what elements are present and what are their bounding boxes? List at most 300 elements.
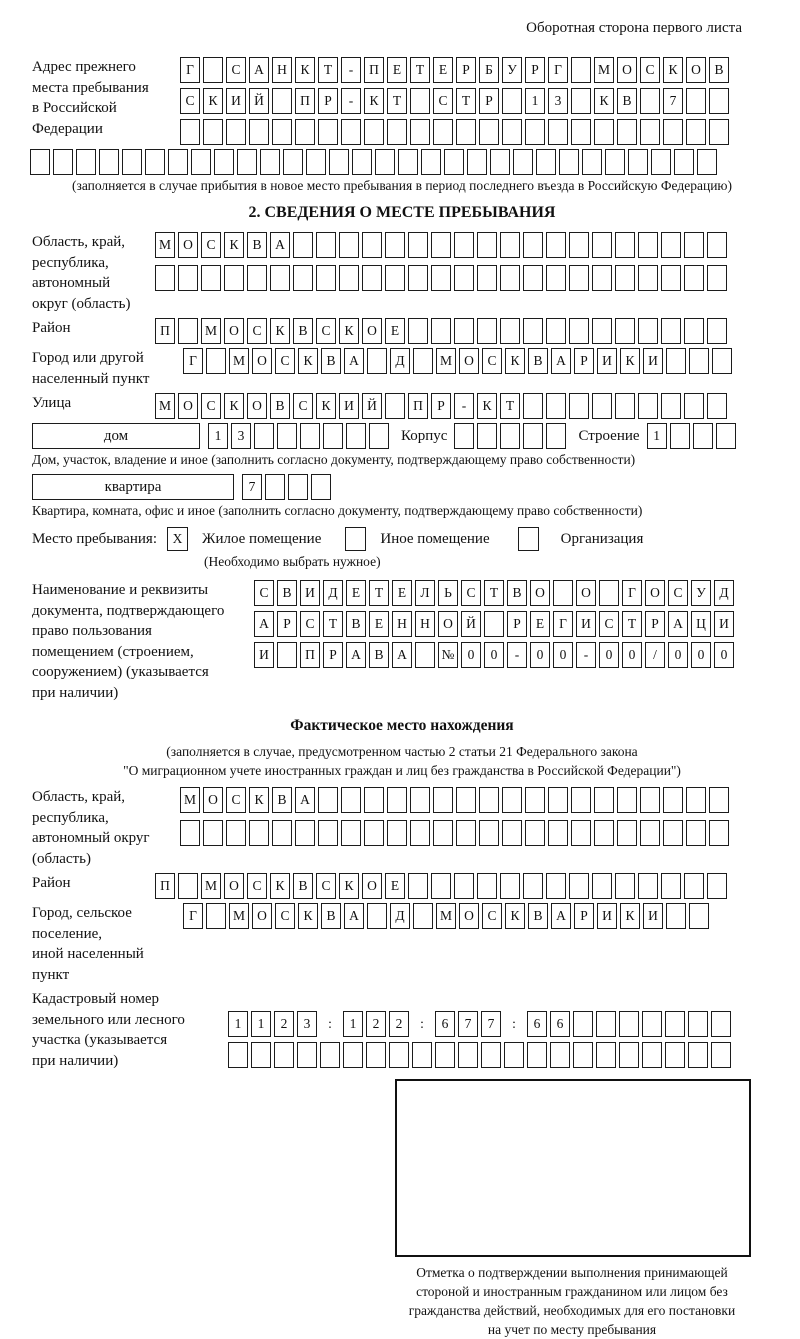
char-cell — [686, 820, 706, 846]
char-cell: С — [482, 348, 502, 374]
char-cell — [295, 820, 315, 846]
char-cell: Й — [461, 611, 481, 637]
char-cell: Г — [622, 580, 642, 606]
char-cell — [709, 119, 729, 145]
char-cell — [550, 1042, 570, 1068]
char-cell: Р — [507, 611, 527, 637]
char-cell: В — [617, 88, 637, 114]
char-cell: Е — [385, 873, 405, 899]
region-label-2: Область, край, республика, автономный округ (область) — [32, 789, 150, 867]
char-cell: Р — [574, 903, 594, 929]
char-cell — [297, 1042, 317, 1068]
char-cell — [454, 265, 474, 291]
place-type-label: Место пребывания: — [32, 530, 157, 547]
char-cell: К — [663, 57, 683, 83]
char-cell: С — [201, 393, 221, 419]
char-cell — [352, 149, 372, 175]
char-row — [155, 873, 730, 899]
char-cell: К — [224, 393, 244, 419]
char-cell — [661, 873, 681, 899]
char-cell: Т — [500, 393, 520, 419]
char-cell: М — [201, 318, 221, 344]
char-cell: 0 — [691, 642, 711, 668]
char-cell: С — [180, 88, 200, 114]
char-cell: К — [295, 57, 315, 83]
char-cell: 0 — [461, 642, 481, 668]
char-cell: С — [247, 873, 267, 899]
char-cell: 7 — [663, 88, 683, 114]
char-cell: - — [507, 642, 527, 668]
char-cell — [592, 873, 612, 899]
char-cell: 6 — [435, 1011, 455, 1037]
char-row — [180, 820, 732, 846]
char-cell — [642, 1011, 662, 1037]
char-cell — [456, 820, 476, 846]
char-cell: А — [551, 348, 571, 374]
char-cell: И — [576, 611, 596, 637]
char-cell — [270, 265, 290, 291]
char-cell — [369, 423, 389, 449]
section3-title: Фактическое место нахождения — [290, 717, 514, 734]
char-cell: С — [275, 348, 295, 374]
char-cell — [454, 318, 474, 344]
char-cell: Й — [249, 88, 269, 114]
checkbox-inoe — [345, 527, 366, 551]
char-cell — [569, 393, 589, 419]
char-cell — [479, 787, 499, 813]
char-cell — [571, 119, 591, 145]
char-cell — [638, 265, 658, 291]
char-cell: О — [576, 580, 596, 606]
char-cell: - — [341, 57, 361, 83]
char-cell: / — [645, 642, 665, 668]
char-cell — [435, 1042, 455, 1068]
char-row — [155, 265, 730, 291]
district-row-2 — [32, 873, 772, 899]
char-cell — [316, 232, 336, 258]
char-cell: О — [224, 873, 244, 899]
char-cell: А — [344, 903, 364, 929]
char-cell — [320, 1042, 340, 1068]
char-cell: Т — [323, 611, 343, 637]
char-cell — [670, 423, 690, 449]
char-cell: Е — [385, 318, 405, 344]
char-cell — [513, 149, 533, 175]
char-cell — [615, 232, 635, 258]
char-cell — [592, 232, 612, 258]
city-label-2: Город, сельское поселение, иной населенный пункт — [32, 905, 144, 983]
char-cell — [640, 820, 660, 846]
char-cell — [638, 873, 658, 899]
char-cell — [689, 348, 709, 374]
char-cell — [295, 119, 315, 145]
char-cell: К — [298, 348, 318, 374]
char-cell: 6 — [550, 1011, 570, 1037]
char-cell — [707, 318, 727, 344]
prev-address-label: Адрес прежнего места пребывания в Российской Федерации — [32, 59, 149, 137]
char-cell: А — [668, 611, 688, 637]
char-cell — [477, 873, 497, 899]
char-cell — [525, 787, 545, 813]
char-cell: С — [201, 232, 221, 258]
char-cell: Т — [318, 57, 338, 83]
char-cell — [663, 787, 683, 813]
char-cell: К — [203, 88, 223, 114]
street-row — [32, 393, 772, 419]
street-label: Улица — [32, 395, 72, 411]
region-rows — [155, 232, 730, 291]
stamp-caption: Отметка о подтверждении выполнения принимающей стороной и иностранным гражданином или лицом без гражданства действий, необходимых для его постановки на учет по месту пребывания — [408, 1265, 736, 1337]
apartment-row — [32, 474, 772, 500]
char-cell — [431, 232, 451, 258]
char-cell — [206, 903, 226, 929]
char-cell: Е — [392, 580, 412, 606]
char-cell — [323, 423, 343, 449]
char-cell — [408, 318, 428, 344]
char-cell: К — [477, 393, 497, 419]
char-cell — [617, 787, 637, 813]
char-row — [180, 787, 732, 813]
char-cell — [525, 820, 545, 846]
char-cell — [640, 119, 660, 145]
char-cell — [571, 57, 591, 83]
char-cell: Г — [548, 57, 568, 83]
char-cell: : — [420, 1016, 424, 1032]
char-cell: 7 — [481, 1011, 501, 1037]
region-block — [32, 232, 772, 314]
char-cell: П — [300, 642, 320, 668]
char-cell — [582, 149, 602, 175]
char-cell — [684, 318, 704, 344]
char-cell: 6 — [527, 1011, 547, 1037]
char-cell: В — [272, 787, 292, 813]
char-cell — [569, 318, 589, 344]
char-cell: В — [321, 903, 341, 929]
char-cell — [548, 787, 568, 813]
char-cell — [274, 1042, 294, 1068]
document-block — [32, 580, 772, 703]
char-cell — [500, 423, 520, 449]
char-cell — [592, 265, 612, 291]
char-cell: Г — [180, 57, 200, 83]
char-cell: - — [454, 393, 474, 419]
char-cell — [707, 873, 727, 899]
char-cell — [502, 88, 522, 114]
char-cell — [467, 149, 487, 175]
char-cell — [431, 265, 451, 291]
char-row — [228, 1011, 734, 1037]
city-label: Город или другой населенный пункт — [32, 350, 150, 387]
char-cell: Р — [479, 88, 499, 114]
char-cell — [523, 232, 543, 258]
char-cell: Д — [390, 903, 410, 929]
char-cell: С — [640, 57, 660, 83]
char-cell: Т — [387, 88, 407, 114]
char-cell: 2 — [389, 1011, 409, 1037]
char-cell: В — [270, 393, 290, 419]
char-cell — [433, 820, 453, 846]
place-type-row — [32, 527, 772, 551]
char-cell — [640, 88, 660, 114]
char-cell — [684, 393, 704, 419]
char-cell — [617, 820, 637, 846]
char-cell: Р — [431, 393, 451, 419]
char-cell: 2 — [366, 1011, 386, 1037]
section3-caption1: (заполняется в случае, предусмотренном частью 2 статьи 21 Федерального закона — [166, 744, 638, 759]
char-row — [254, 611, 737, 637]
char-cell — [712, 348, 732, 374]
char-cell — [277, 423, 297, 449]
char-cell — [341, 820, 361, 846]
char-cell — [122, 149, 142, 175]
char-cell — [206, 348, 226, 374]
char-cell — [536, 149, 556, 175]
char-cell — [247, 265, 267, 291]
char-cell — [688, 1042, 708, 1068]
char-cell — [569, 873, 589, 899]
char-cell — [477, 232, 497, 258]
cadastre-label: Кадастровый номер земельного или лесного участка (указывается при наличии) — [32, 991, 185, 1069]
char-cell: О — [459, 903, 479, 929]
char-cell — [367, 348, 387, 374]
char-cell — [711, 1042, 731, 1068]
char-cell — [224, 265, 244, 291]
char-cell — [339, 232, 359, 258]
document-rows — [254, 580, 737, 668]
apartment-box-label: квартира — [32, 474, 234, 500]
char-cell — [617, 119, 637, 145]
char-cell: С — [247, 318, 267, 344]
char-cell — [615, 318, 635, 344]
char-cell — [666, 903, 686, 929]
char-cell: О — [178, 393, 198, 419]
char-cell: А — [344, 348, 364, 374]
char-cell: И — [226, 88, 246, 114]
char-cell: Й — [362, 393, 382, 419]
char-cell: В — [369, 642, 389, 668]
char-cell: Л — [415, 580, 435, 606]
char-cell: П — [364, 57, 384, 83]
char-cell: С — [254, 580, 274, 606]
char-cell — [707, 265, 727, 291]
char-cell: А — [551, 903, 571, 929]
char-cell — [697, 149, 717, 175]
char-cell — [168, 149, 188, 175]
char-cell — [571, 88, 591, 114]
char-cell — [413, 348, 433, 374]
house-box-label: дом — [32, 423, 200, 449]
char-cell — [341, 787, 361, 813]
section3-caption2: "О миграционном учете иностранных граждан и лиц без гражданства в Российской Федерации") — [123, 763, 681, 778]
char-cell: И — [643, 348, 663, 374]
char-cell: К — [316, 393, 336, 419]
char-cell: В — [247, 232, 267, 258]
char-cell — [318, 787, 338, 813]
char-cell — [318, 820, 338, 846]
char-cell: К — [249, 787, 269, 813]
char-cell — [343, 1042, 363, 1068]
char-cell: А — [346, 642, 366, 668]
char-cell — [415, 642, 435, 668]
char-cell: В — [293, 318, 313, 344]
char-cell — [674, 149, 694, 175]
char-cell — [30, 149, 50, 175]
char-cell: : — [512, 1016, 516, 1032]
cadastre-rows — [228, 989, 734, 1068]
page-header-note: Оборотная сторона первого листа — [526, 20, 742, 36]
char-cell — [254, 423, 274, 449]
char-cell — [99, 149, 119, 175]
char-cell — [318, 119, 338, 145]
char-cell — [387, 119, 407, 145]
char-cell — [711, 1011, 731, 1037]
char-cell — [477, 265, 497, 291]
char-cell — [716, 423, 736, 449]
char-cell — [592, 318, 612, 344]
char-cell: Р — [574, 348, 594, 374]
char-cell — [548, 119, 568, 145]
char-cell — [433, 119, 453, 145]
char-cell: В — [321, 348, 341, 374]
char-cell — [688, 1011, 708, 1037]
house-caption: Дом, участок, владение и иное (заполнить согласно документу, подтверждающему право собственности) — [32, 452, 636, 467]
char-cell: Н — [272, 57, 292, 83]
char-cell — [367, 903, 387, 929]
char-cell: Е — [369, 611, 389, 637]
char-cell: М — [155, 393, 175, 419]
char-cell — [479, 119, 499, 145]
char-cell — [408, 232, 428, 258]
char-cell — [228, 1042, 248, 1068]
char-cell: № — [438, 642, 458, 668]
char-cell: С — [316, 318, 336, 344]
char-row — [180, 119, 732, 145]
char-cell — [362, 265, 382, 291]
city-block-2 — [32, 903, 772, 985]
char-cell — [661, 393, 681, 419]
char-cell — [385, 265, 405, 291]
char-cell — [387, 787, 407, 813]
char-row — [454, 423, 569, 449]
char-row — [254, 642, 737, 668]
char-cell — [178, 318, 198, 344]
char-cell: Г — [183, 348, 203, 374]
char-cell — [251, 1042, 271, 1068]
char-cell: Р — [645, 611, 665, 637]
char-cell: С — [226, 787, 246, 813]
char-cell: Р — [318, 88, 338, 114]
char-cell — [316, 265, 336, 291]
char-cell — [180, 119, 200, 145]
char-cell: Т — [456, 88, 476, 114]
region-rows-2 — [180, 787, 732, 846]
char-cell — [458, 1042, 478, 1068]
char-cell: Б — [479, 57, 499, 83]
char-cell — [277, 642, 297, 668]
char-cell — [410, 88, 430, 114]
char-cell — [300, 423, 320, 449]
char-cell: С — [293, 393, 313, 419]
char-cell — [375, 149, 395, 175]
char-cell: 0 — [622, 642, 642, 668]
char-cell — [594, 787, 614, 813]
char-cell — [249, 119, 269, 145]
char-cell — [527, 1042, 547, 1068]
prev-address-extra-row — [30, 149, 772, 175]
char-cell — [546, 873, 566, 899]
char-cell: О — [362, 873, 382, 899]
char-cell: В — [528, 348, 548, 374]
char-cell: 0 — [530, 642, 550, 668]
char-cell — [640, 787, 660, 813]
char-cell — [707, 393, 727, 419]
char-cell — [596, 1011, 616, 1037]
house-row — [32, 423, 772, 449]
char-cell: М — [436, 903, 456, 929]
char-cell: М — [229, 348, 249, 374]
char-cell: Р — [456, 57, 476, 83]
char-cell — [431, 873, 451, 899]
char-cell: 2 — [274, 1011, 294, 1037]
char-row — [180, 57, 732, 83]
char-cell — [272, 119, 292, 145]
char-cell — [546, 423, 566, 449]
char-row — [155, 232, 730, 258]
char-cell: М — [180, 787, 200, 813]
char-cell — [421, 149, 441, 175]
char-cell — [502, 119, 522, 145]
char-cell: Д — [390, 348, 410, 374]
char-cell — [490, 149, 510, 175]
char-cell — [201, 265, 221, 291]
char-cell — [638, 318, 658, 344]
char-cell — [226, 119, 246, 145]
char-cell: Е — [433, 57, 453, 83]
char-cell: М — [201, 873, 221, 899]
checkbox-organizaciya — [518, 527, 539, 551]
char-cell: У — [502, 57, 522, 83]
char-cell — [523, 393, 543, 419]
char-cell — [592, 393, 612, 419]
char-cell — [651, 149, 671, 175]
char-cell — [481, 1042, 501, 1068]
char-cell — [661, 265, 681, 291]
char-cell: О — [459, 348, 479, 374]
char-cell — [155, 265, 175, 291]
char-cell: И — [597, 348, 617, 374]
char-cell: И — [714, 611, 734, 637]
char-row — [242, 474, 334, 500]
city-block — [32, 348, 772, 389]
char-cell: М — [155, 232, 175, 258]
char-cell — [523, 423, 543, 449]
char-cell: 1 — [228, 1011, 248, 1037]
char-cell — [260, 149, 280, 175]
char-cell: О — [530, 580, 550, 606]
char-cell — [663, 820, 683, 846]
prev-address-block — [32, 57, 772, 145]
char-cell — [605, 149, 625, 175]
char-cell: К — [364, 88, 384, 114]
char-cell — [707, 232, 727, 258]
char-cell — [642, 1042, 662, 1068]
char-cell — [272, 820, 292, 846]
char-cell — [306, 149, 326, 175]
char-cell — [553, 580, 573, 606]
char-cell — [293, 232, 313, 258]
char-cell — [431, 318, 451, 344]
document-label: Наименование и реквизиты документа, подтверждающего право пользования помещением (строением, сооружением) (указывается при наличии) — [32, 582, 225, 701]
